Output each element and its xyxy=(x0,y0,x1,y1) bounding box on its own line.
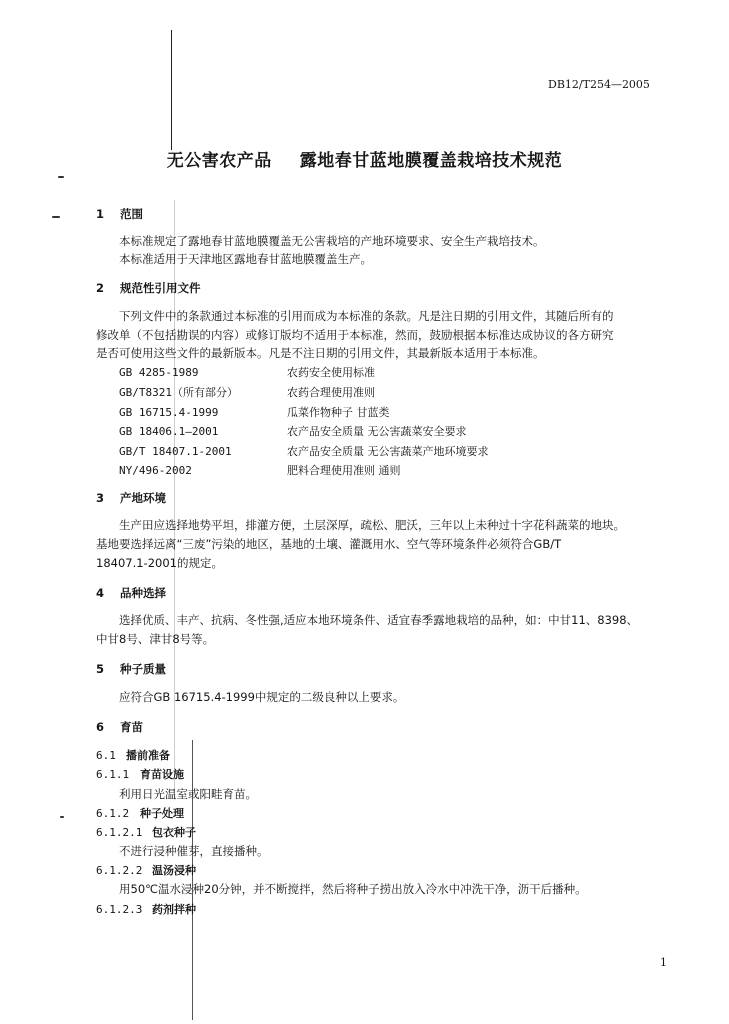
reference-row: GB/T 18407.1-2001 农产品安全质量 无公害蔬菜产地环境要求 xyxy=(119,445,489,458)
subsection-heading-6-1-2-2: 6.1.2.2 温汤浸种 xyxy=(96,864,196,877)
reference-row: NY/496-2002 肥料合理使用准则 通则 xyxy=(119,464,401,477)
section-heading-2: 2 规范性引用文件 xyxy=(96,281,201,295)
section-heading-1: 1 范围 xyxy=(96,207,143,221)
reference-row: GB 16715.4-1999 瓜菜作物种子 甘蓝类 xyxy=(119,406,390,419)
document-code: DB12/T254—2005 xyxy=(548,78,650,91)
section-3-paragraph-line-1: 生产田应选择地势平坦，排灌方便，土层深厚，疏松、肥沃，三年以上未种过十字花科蔬菜的地块。 xyxy=(119,518,625,532)
section-1-paragraph-2: 本标准适用于天津地区露地春甘蓝地膜覆盖生产。 xyxy=(119,252,372,266)
section-5-paragraph: 应符合GB 16715.4-1999中规定的二级良种以上要求。 xyxy=(119,690,405,704)
scan-line-artifact xyxy=(192,740,193,1020)
subsection-6-1-2-2-text: 用50℃温水浸种20分钟，并不断搅拌，然后将种子捞出放入冷水中冲洗干净，沥干后播种。 xyxy=(119,882,587,896)
section-4-paragraph-line-1: 选择优质、丰产、抗病、冬性强,适应本地环境条件、适宜春季露地栽培的品种，如：中甘11、8398、 xyxy=(119,613,639,627)
subsection-heading-6-1-2-3: 6.1.2.3 药剂拌种 xyxy=(96,903,196,916)
section-2-paragraph-line-2: 修改单（不包括勘误的内容）或修订版均不适用于本标准，然而，鼓励根据本标准达成协议的各方研究 xyxy=(96,328,614,342)
reference-row: GB 4285-1989 农药安全使用标准 xyxy=(119,366,375,379)
section-heading-6: 6 育苗 xyxy=(96,720,143,734)
title-part1: 无公害农产品 xyxy=(166,151,272,171)
section-2-paragraph-line-3: 是否可使用这些文件的最新版本。凡是不注日期的引用文件，其最新版本适用于本标准。 xyxy=(96,346,545,360)
subsection-heading-6-1: 6.1 播前准备 xyxy=(96,749,170,762)
section-heading-5: 5 种子质量 xyxy=(96,662,166,676)
page-title xyxy=(0,146,729,171)
title-part2: 露地春甘蓝地膜覆盖栽培技术规范 xyxy=(299,151,563,171)
reference-row: GB/T8321（所有部分） 农药合理使用准则 xyxy=(119,386,375,399)
reference-row: GB 18406.1—2001 农产品安全质量 无公害蔬菜安全要求 xyxy=(119,425,467,438)
subsection-6-1-2-1-text: 不进行浸种催芽，直接播种。 xyxy=(119,844,269,858)
subsection-heading-6-1-2-1: 6.1.2.1 包衣种子 xyxy=(96,826,196,839)
scan-speck xyxy=(60,816,64,818)
section-3-paragraph-line-3: 18407.1-2001的规定。 xyxy=(96,556,223,570)
scan-line-artifact xyxy=(171,30,172,150)
subsection-heading-6-1-2: 6.1.2 种子处理 xyxy=(96,807,184,820)
scan-speck xyxy=(52,216,60,218)
section-4-paragraph-line-2: 中甘8号、津甘8号等。 xyxy=(96,632,215,646)
section-3-paragraph-line-2: 基地要选择远离“三废”污染的地区，基地的土壤、灌溉用水、空气等环境条件必须符合GB/T xyxy=(96,537,562,551)
subsection-heading-6-1-1: 6.1.1 育苗设施 xyxy=(96,768,184,781)
section-heading-4: 4 品种选择 xyxy=(96,586,166,600)
section-heading-3: 3 产地环境 xyxy=(96,491,166,505)
section-1-paragraph-1: 本标准规定了露地春甘蓝地膜覆盖无公害栽培的产地环境要求、安全生产栽培技术。 xyxy=(119,234,545,248)
subsection-6-1-1-text: 利用日光温室或阳畦育苗。 xyxy=(119,787,257,801)
section-2-paragraph-line-1: 下列文件中的条款通过本标准的引用而成为本标准的条款。凡是注日期的引用文件，其随后所有的 xyxy=(119,309,614,323)
page-number: 1 xyxy=(660,956,667,969)
scan-speck xyxy=(58,176,64,178)
